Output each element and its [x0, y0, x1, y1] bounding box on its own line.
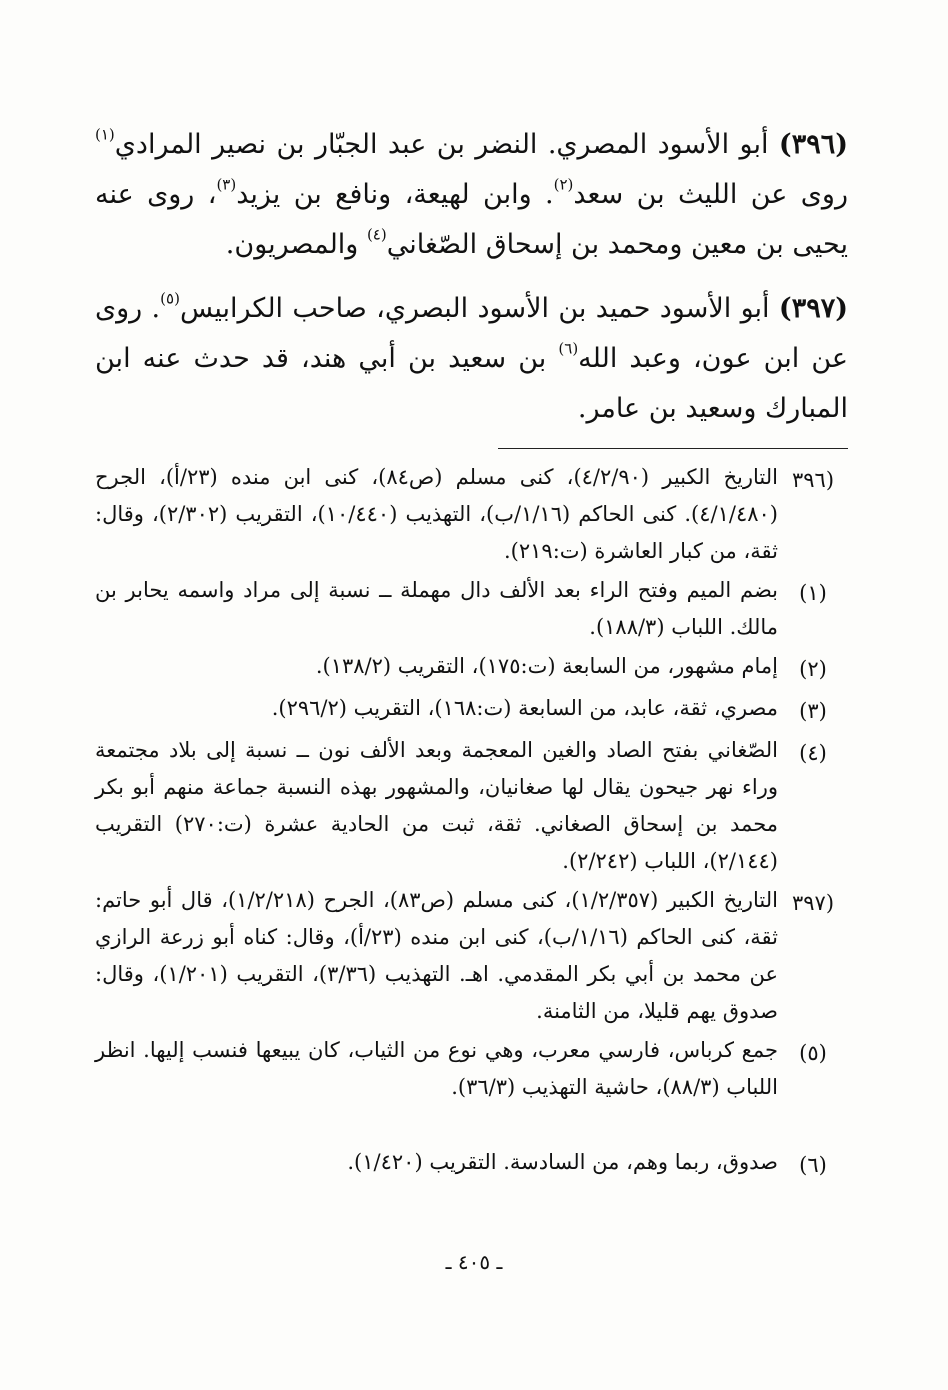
entry-text: والمصريون.: [225, 229, 359, 260]
footnote-1: [95, 572, 848, 646]
footnote-number: (٣٩٦: [791, 468, 835, 492]
footnote-text: صدوق، ربما وهم، من السادسة. التقريب (١/٤٢٠).: [347, 1150, 778, 1174]
entry-397: [95, 284, 848, 434]
footnote-number: (١): [799, 581, 827, 605]
footnote-ref: (٢): [553, 175, 574, 194]
entry-text: روى عن الليث بن سعد: [573, 179, 848, 210]
entry-text: أبو الأسود حميد بن الأسود البصري، صاحب الكرابيس: [179, 293, 770, 324]
entry-number: (٣٩٧): [778, 293, 848, 324]
footnote-ref: (٥): [160, 289, 180, 308]
footnote-number: (٦): [799, 1153, 827, 1177]
footnote-text: الصّغاني بفتح الصاد والغين المعجمة وبعد الألف نون ــ نسبة إلى بلاد مجتمعة وراء نهر جيحون يقال لها صغانيان، والمشهور بهذه النسبة جماعة منهم أبو بكر محمد بن إسحاق الصغاني. ثقة، ثبت من الحادية عشرة (ت:٢٧٠) التقريب (٢/١٤٤)، اللباب (٢/٢٤٢).: [95, 738, 779, 873]
footnote-5: [95, 1032, 848, 1106]
footnote-text: بضم الميم وفتح الراء بعد الألف دال مهملة ــ نسبة إلى مراد واسمه يحابر بن مالك. اللباب (١٨٨/٣).: [95, 578, 778, 639]
footnote-separator: [498, 448, 848, 449]
footnote-text: جمع كرباس، فارسي معرب، وهي نوع من الثياب، كان يبيعها فنسب إليها. انظر اللباب (٨٨/٣)، حاشية التهذيب (٣٦/٣).: [95, 1038, 778, 1099]
footnote-number: (٣٩٧: [791, 891, 835, 915]
entry-text: . روى عن ابن عون، وعبد الله: [95, 293, 848, 374]
entry-text: . وابن لهيعة، ونافع بن يزيد: [236, 179, 554, 210]
entry-396: [95, 120, 848, 270]
footnote-ref: (١): [95, 125, 115, 144]
footnote-2: [95, 648, 848, 688]
footnote-396: [95, 459, 848, 570]
footnote-ref: (٣): [216, 175, 237, 194]
footnote-number: (٢): [799, 657, 827, 681]
footnote-text: التاريخ الكبير (٤/٢/٩٠)، كنى مسلم (ص٨٤)، كنى ابن منده (٢٣/أ)، الجرح (٤/١/٤٨٠). كنى الحاكم (١/١٦/ب)، التهذيب (١٠/٤٤٠)، التقريب (٢/٣٠٢)، وقال: ثقة، من كبار العاشرة (ت:٢١٩).: [95, 465, 778, 563]
page-number: ـ ٤٠٥ ـ: [445, 1250, 503, 1274]
footnote-number: (٥): [799, 1041, 827, 1065]
footnote-text: التاريخ الكبير (١/٢/٣٥٧)، كنى مسلم (ص٨٣)، الجرح (١/٢/٢١٨)، قال أبو حاتم: ثقة، كنى الحاكم (١/١٦/ب)، كنى ابن منده (٢٣/أ)، وقال: كناه أبو زرعة الرازي عن محمد بن أبي بكر المقدمي. اهـ. التهذيب (٣/٣٦)، التقريب (١/٢٠١)، وقال: صدوق يهم قليلا، من الثامنة.: [95, 888, 778, 1023]
footnote-3: [95, 690, 848, 730]
footnote-ref: (٦): [558, 339, 579, 358]
footnote-number: (٣): [799, 699, 827, 723]
footnote-6: [95, 1144, 848, 1184]
footnote-text: إمام مشهور، من السابعة (ت:١٧٥)، التقريب (١٣٨/٢).: [315, 654, 778, 678]
footnote-397: [95, 882, 848, 1030]
entry-text: بن سعيد بن أبي هند، قد حدث عنه ابن المبارك وسعيد بن عامر.: [95, 343, 848, 424]
entry-text: أبو الأسود المصري. النضر بن عبد الجبّار بن نصير المرادي: [114, 129, 769, 160]
footnote-4: [95, 732, 848, 880]
footnote-number: (٤): [799, 741, 827, 765]
footnote-text: مصري، ثقة، عابد، من السابعة (ت:١٦٨)، التقريب (٢٩٦/٢).: [271, 696, 778, 720]
page-body: [95, 120, 848, 1186]
entry-text: ، روى عنه يحيى بن معين ومحمد بن إسحاق الصّغاني: [95, 179, 848, 260]
entry-number: (٣٩٦): [778, 129, 848, 160]
footnote-ref: (٤): [366, 225, 387, 244]
